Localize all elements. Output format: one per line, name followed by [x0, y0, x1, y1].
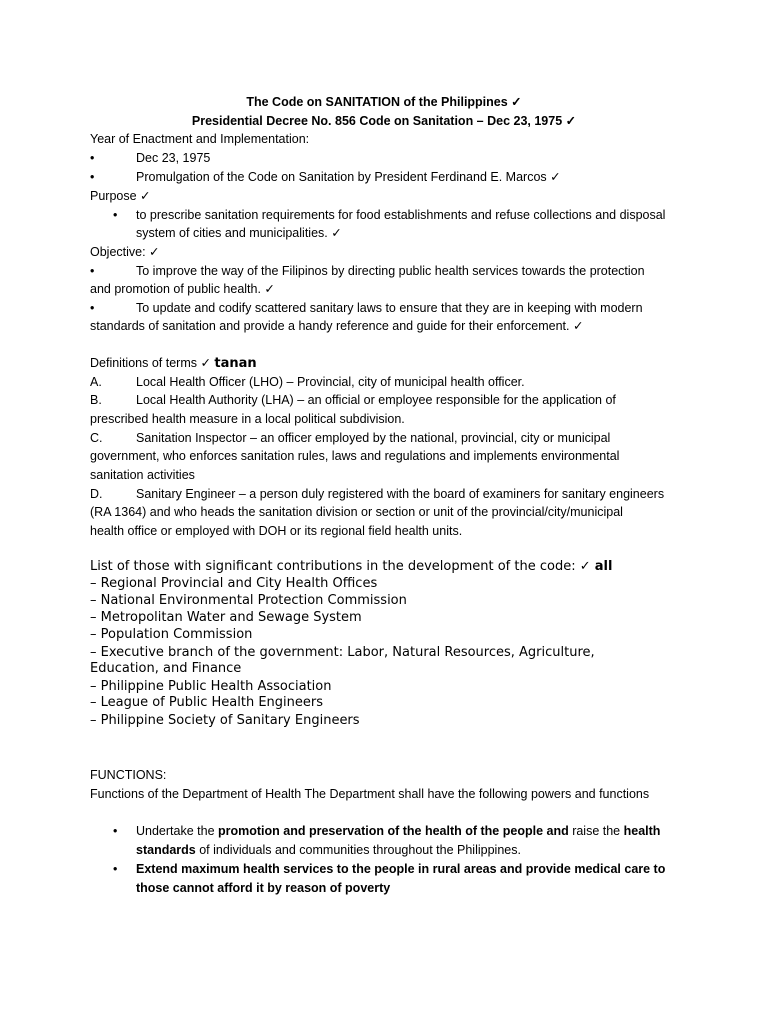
contributor-item: – Population Commission [90, 627, 253, 642]
contributor-item: – Regional Provincial and City Health Offices [90, 576, 378, 591]
objective-text: standards of sanitation and provide a handy reference and guide for their enforcement. ✓ [90, 319, 584, 333]
bullet-icon: • [90, 264, 95, 278]
contributors-heading-text: List of those with significant contributions in the development of the code: ✓ [90, 559, 591, 574]
bullet-icon: • [90, 151, 95, 165]
function-item: Extend maximum health services to the people in rural areas and provide medical care to [136, 862, 666, 876]
objective-text: To update and codify scattered sanitary laws to ensure that they are in keeping with modern [136, 301, 643, 315]
function-item-continued: those cannot afford it by reason of poverty [136, 881, 391, 895]
definition-text: government, who enforces sanitation rules, laws and regulations and implements environmental [90, 449, 620, 463]
definition-text: Sanitary Engineer – a person duly registered with the board of examiners for sanitary engineers [136, 487, 665, 501]
contributor-item: – Executive branch of the government: Labor, Natural Resources, Agriculture, [90, 645, 595, 660]
document-subtitle: Presidential Decree No. 856 Code on Sanitation – Dec 23, 1975 ✓ [191, 114, 577, 128]
definitions-heading [90, 354, 257, 373]
function-text-bold: health [623, 824, 661, 838]
definition-text: Local Health Authority (LHA) – an official or employee responsible for the application of [136, 393, 616, 407]
contributor-item: – Philippine Society of Sanitary Engineers [90, 713, 360, 728]
definition-letter: B. [90, 393, 102, 407]
definitions-heading-text: Definitions of terms ✓ [90, 356, 211, 370]
function-text: of individuals and communities throughout the Philippines. [195, 843, 521, 857]
functions-intro: Functions of the Department of Health The Department shall have the following powers and functions [90, 787, 650, 801]
contributor-item: Education, and Finance [90, 661, 242, 676]
definition-text: sanitation activities [90, 468, 195, 482]
definition-letter: A. [90, 375, 102, 389]
purpose-heading: Purpose ✓ [90, 189, 151, 203]
function-text-bold: promotion and preservation of the health of the people and [218, 824, 569, 838]
contributor-item: – Philippine Public Health Association [90, 679, 332, 694]
contributor-item: – Metropolitan Water and Sewage System [90, 610, 362, 625]
function-text: raise the [568, 824, 624, 838]
definition-text: (RA 1364) and who heads the sanitation division or section or unit of the provincial/city/municipal [90, 505, 623, 519]
objective-text: To improve the way of the Filipinos by directing public health services towards the protection [136, 264, 645, 278]
bullet-icon: • [113, 208, 118, 222]
purpose-text: to prescribe sanitation requirements for food establishments and refuse collections and disposal [136, 208, 666, 222]
contributor-item: – League of Public Health Engineers [90, 695, 323, 710]
definition-letter: D. [90, 487, 103, 501]
function-text-bold: standards [136, 843, 196, 857]
document-title: The Code on SANITATION of the Philippines ✓ [246, 95, 522, 109]
functions-heading: FUNCTIONS: [90, 768, 167, 782]
bullet-icon: • [113, 862, 118, 876]
handwritten-note: all [594, 559, 613, 574]
definition-text: health office or employed with DOH or its regional field health units. [90, 524, 463, 538]
definition-text: prescribed health measure in a local political subdivision. [90, 412, 405, 426]
bullet-icon: • [113, 824, 118, 838]
year-item: Dec 23, 1975 [136, 151, 211, 165]
definition-letter: C. [90, 431, 103, 445]
objective-heading: Objective: ✓ [90, 245, 160, 259]
contributors-heading [90, 558, 612, 575]
year-heading: Year of Enactment and Implementation: [90, 132, 310, 146]
year-item: Promulgation of the Code on Sanitation by President Ferdinand E. Marcos ✓ [136, 170, 561, 184]
function-text: Undertake the [136, 824, 218, 838]
function-item [136, 822, 660, 840]
handwritten-note: tanan [214, 356, 257, 371]
objective-text: and promotion of public health. ✓ [90, 282, 275, 296]
bullet-icon: • [90, 301, 95, 315]
definition-text: Local Health Officer (LHO) – Provincial, city of municipal health officer. [136, 375, 525, 389]
definition-text: Sanitation Inspector – an officer employed by the national, provincial, city or municipal [136, 431, 611, 445]
bullet-icon: • [90, 170, 95, 184]
function-item-continued [136, 841, 521, 859]
contributor-item: – National Environmental Protection Commission [90, 593, 407, 608]
purpose-text: system of cities and municipalities. ✓ [136, 226, 342, 240]
